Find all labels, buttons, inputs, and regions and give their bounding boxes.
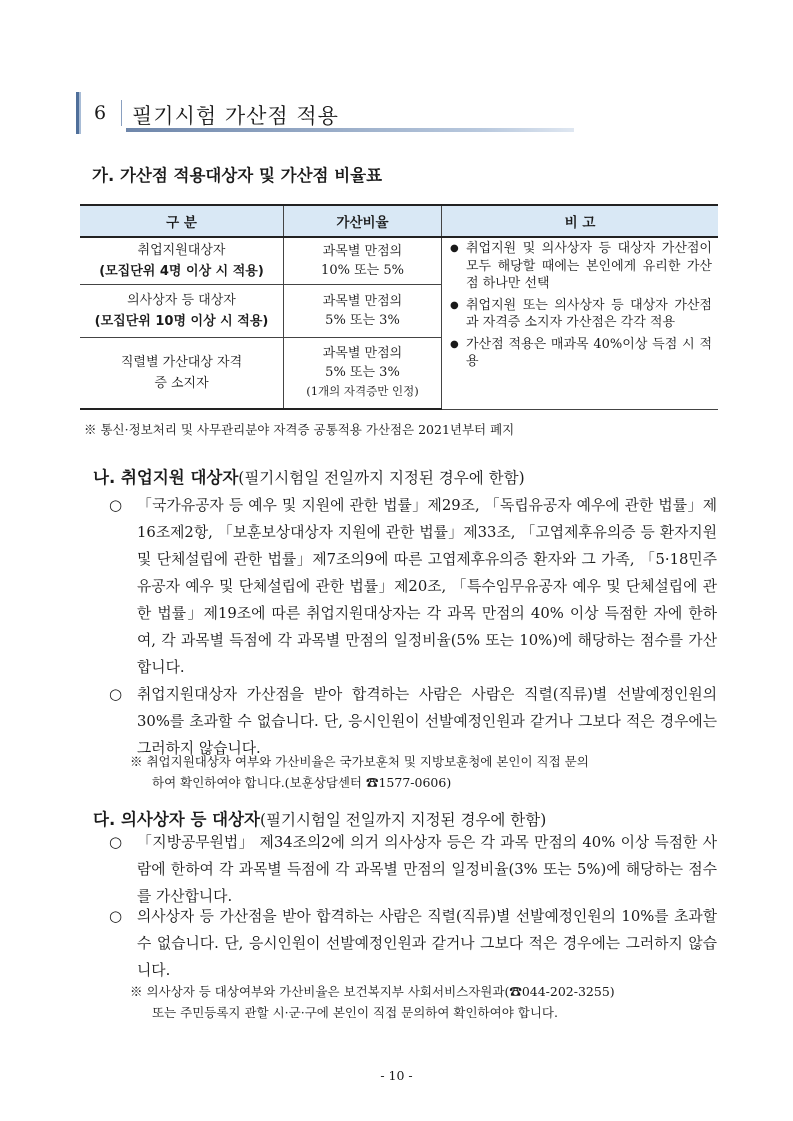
table-footnote: ※ 통신·정보처리 및 사무관리분야 자격증 공통적용 가산점은 2021년부터 폐지	[84, 422, 515, 437]
note-b: ※ 취업지원대상자 여부와 가산비율은 국가보훈처 및 지방보훈청에 본인이 직접 문의 하여 확인하여야 합니다.(보훈상담센터 ☎1577-0606)	[130, 754, 589, 790]
remark-item: ● 취업지원 또는 의사상자 등 대상자 가산점과 자격증 소지자 가산점은 각각 적용	[450, 297, 712, 332]
table-row	[80, 237, 718, 284]
table-header-category: 구 분	[80, 205, 284, 237]
subsection-c-title: 다. 의사상자 등 대상자(필기시험일 전일까지 지정된 경우에 한함)	[93, 810, 547, 829]
bonus-rate-table	[80, 204, 718, 410]
page-number: - 10 -	[380, 1068, 413, 1083]
section-header	[76, 92, 574, 134]
subsection-a-title: 가. 가산점 적용대상자 및 가산점 비율표	[92, 166, 383, 185]
row-category: 직렬별 가산대상 자격증 소지자	[80, 337, 284, 409]
circle-bullet-icon: ○	[109, 496, 123, 514]
row-category: 취업지원대상자 (모집단위 4명 이상 시 적용)	[80, 237, 284, 284]
row-remarks	[442, 237, 719, 409]
paragraph: ○ 「국가유공자 등 예우 및 지원에 관한 법률」제29조, 「독립유공자 예우에 관한 법률」제16조제2항, 「보훈보상대상자 지원에 관한 법률」제33조, 「고엽제후유의증 등 환자지원 및 단체설립에 관한 법률」제7조의9에 따른 고엽제후유의증 환자와 그 가족, 「5·18민주유공자 예우 및 단체설립에 관한 법률」제20조, 「특수임무유공자 예우 및 단체설립에 관한 법률」제19조에 따른 취업지원대상자는 각 과목 만점의 40% 이상 득점한 자에 한하여, 각 과목별 득점에 각 과목별 만점의 일정비율(5% 또는 10%)에 해당하는 점수를 가산합니다.	[137, 492, 717, 681]
row-category: 의사상자 등 대상자 (모집단위 10명 이상 시 적용)	[80, 284, 284, 337]
section-number: 6	[94, 102, 107, 124]
section-title: 필기시험 가산점 적용	[132, 104, 339, 128]
subsection-b-title: 나. 취업지원 대상자(필기시험일 전일까지 지정된 경우에 한함)	[93, 468, 525, 487]
table-header-remarks: 비 고	[442, 205, 719, 237]
header-underline	[126, 128, 574, 132]
note-c: ※ 의사상자 등 대상여부와 가산비율은 보건복지부 사회서비스자원과(☎044-202-3255) 또는 주민등록지 관할 시·군·구에 본인이 직접 문의하여 확인하여야 합니다.	[130, 984, 615, 1020]
table-header-row	[80, 205, 718, 237]
row-rate: 과목별 만점의 5% 또는 3%	[284, 284, 442, 337]
circle-bullet-icon: ○	[109, 833, 123, 851]
remark-item: ● 가산점 적용은 매과목 40%이상 득점 시 적용	[450, 336, 712, 371]
paragraph: ○ 취업지원대상자 가산점을 받아 합격하는 사람은 사람은 직렬(직류)별 선발예정인원의 30%를 초과할 수 없습니다. 단, 응시인원이 선발예정인원과 같거나 그보다 적은 경우에는 그러하지 않습니다.	[137, 681, 717, 762]
header-divider	[121, 100, 122, 126]
paragraph: ○ 「지방공무원법」 제34조의2에 의거 의사상자 등은 각 과목 만점의 40% 이상 득점한 사람에 한하여 각 과목별 득점에 각 과목별 만점의 일정비율(3% 또는 5%)에 해당하는 점수를 가산합니다.	[137, 829, 717, 910]
circle-bullet-icon: ○	[109, 907, 123, 925]
remark-item: ● 취업지원 및 의사상자 등 대상자 가산점이 모두 해당할 때에는 본인에게 유리한 가산점 하나만 선택	[450, 240, 712, 293]
row-rate: 과목별 만점의 5% 또는 3% (1개의 자격증만 인정)	[284, 337, 442, 409]
table-header-rate: 가산비율	[284, 205, 442, 237]
row-rate: 과목별 만점의 10% 또는 5%	[284, 237, 442, 284]
circle-bullet-icon: ○	[109, 685, 123, 703]
header-accent-bar-light	[79, 92, 81, 134]
paragraph: ○ 의사상자 등 가산점을 받아 합격하는 사람은 직렬(직류)별 선발예정인원의 10%를 초과할 수 없습니다. 단, 응시인원이 선발예정인원과 같거나 그보다 적은 경우에는 그러하지 않습니다.	[137, 903, 717, 984]
